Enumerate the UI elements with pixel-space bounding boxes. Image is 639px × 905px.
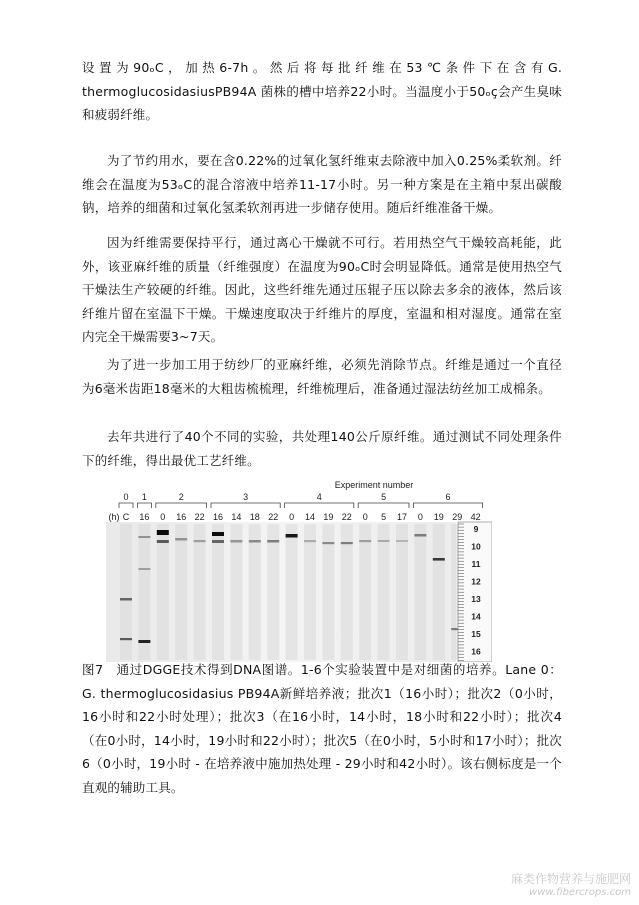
gel-lane bbox=[396, 524, 408, 660]
scale-mark: 16 bbox=[471, 646, 481, 657]
lane-label: 0 bbox=[417, 512, 423, 522]
experiment-group-label: 2 bbox=[178, 492, 184, 502]
gel-lane bbox=[249, 524, 261, 660]
paragraph-5: 去年共进行了40个不同的实验，共处理140公斤原纤维。通过测试不同处理条件下的纤维，得出最优工艺纤维。 bbox=[82, 429, 562, 468]
gel-lane bbox=[304, 524, 316, 660]
experiment-title: Experiment number bbox=[334, 480, 414, 490]
dna-band bbox=[230, 540, 242, 543]
dna-band bbox=[194, 540, 206, 542]
lane-label: 18 bbox=[249, 512, 260, 522]
paragraph-4: 为了进一步加工用于纺纱厂的亚麻纤维，必须先消除节点。纤维是通过一个直径为6毫米齿距18毫米的大粗齿梳梳理，纤维梳理后，准备通过湿法纺丝加工成棉条。 bbox=[82, 357, 562, 396]
lane-label: 19 bbox=[323, 512, 334, 522]
gel-lane bbox=[230, 524, 242, 660]
experiment-group-label: 1 bbox=[141, 492, 147, 502]
hours-row-label: (h) bbox=[108, 512, 120, 522]
experiment-group-label: 6 bbox=[445, 492, 451, 502]
gel-lane bbox=[194, 524, 206, 660]
scale-mark: 15 bbox=[471, 629, 481, 639]
dna-band bbox=[286, 534, 298, 538]
dna-band bbox=[120, 638, 132, 640]
lane-label: 0 bbox=[362, 512, 368, 522]
dna-band bbox=[414, 534, 426, 537]
gel-lane bbox=[341, 524, 353, 660]
experiment-group-label: 5 bbox=[381, 492, 387, 502]
dna-band bbox=[433, 558, 445, 561]
dna-band bbox=[157, 530, 169, 535]
gel-lane bbox=[212, 524, 224, 660]
gel-lane bbox=[267, 524, 279, 660]
lane-label: 0 bbox=[160, 512, 166, 522]
gel-lane bbox=[322, 524, 334, 660]
dna-band bbox=[175, 538, 187, 541]
dgge-figure bbox=[106, 478, 492, 662]
group-bracket bbox=[413, 503, 482, 508]
gel-lane bbox=[157, 524, 169, 660]
gel-lane bbox=[175, 524, 187, 660]
dna-band bbox=[138, 536, 150, 538]
group-bracket bbox=[119, 503, 133, 508]
watermark bbox=[511, 873, 631, 899]
lane-label: 42 bbox=[470, 512, 481, 522]
gel-lane bbox=[138, 524, 150, 660]
scale-mark: 10 bbox=[471, 541, 481, 552]
paragraph-2: 为了节约用水，要在含0.22%的过氧化氢纤维束去除液中加入0.25%柔软剂。纤维会在温度为53ₒC的混合溶液中培养11-17小时。另一种方案是在主箱中泵出碳酸钠，培养的细菌和过氧化氢柔软剂再进一步储存使用。随后纤维准备干燥。 bbox=[82, 153, 562, 215]
group-bracket bbox=[156, 503, 207, 508]
lane-label: 16 bbox=[176, 512, 187, 522]
watermark-url: www.fibercrops.com bbox=[529, 887, 631, 898]
gel-lane bbox=[433, 524, 445, 660]
scale-mark: 11 bbox=[471, 559, 481, 569]
lane-label: 16 bbox=[139, 512, 150, 522]
scale-mark: 9 bbox=[473, 524, 479, 534]
group-bracket bbox=[285, 503, 354, 508]
dna-band bbox=[212, 532, 224, 536]
group-bracket bbox=[137, 503, 151, 508]
lane-label: 14 bbox=[304, 512, 316, 522]
paragraph-3: 因为纤维需要保持平行，通过离心干燥就不可行。若用热空气干燥较高耗能，此外，该亚麻纤维的质量（纤维强度）在温度为90ₒC时会明显降低。通常是使用热空气干燥法生产较硬的纤维。因此，这些纤维先通过压辊子压以除去多余的液体，然后该纤维片留在室温下干燥。干燥速度取决于纤维片的厚度，室温和相对湿度。通常在室内完全干燥需要3~7天。 bbox=[82, 235, 562, 344]
lane-label: 17 bbox=[396, 512, 408, 522]
dna-band bbox=[249, 540, 261, 543]
dna-band bbox=[212, 540, 224, 543]
group-bracket bbox=[358, 503, 409, 508]
experiment-group-label: 0 bbox=[123, 492, 129, 502]
scale-mark: 14 bbox=[471, 611, 481, 622]
experiment-group-label: 3 bbox=[243, 492, 249, 502]
lane-label: 19 bbox=[433, 512, 444, 522]
dna-band bbox=[267, 540, 279, 543]
lane-label: 16 bbox=[212, 512, 224, 522]
lane-label: 22 bbox=[268, 512, 279, 522]
scale-mark: 12 bbox=[471, 576, 481, 587]
gel-lane bbox=[120, 524, 132, 660]
gel-lane bbox=[359, 524, 371, 660]
dna-band bbox=[304, 540, 316, 542]
dgge-gel-image bbox=[106, 478, 492, 662]
dna-band bbox=[359, 540, 371, 542]
lane-label: 5 bbox=[381, 512, 387, 522]
scale-mark: 13 bbox=[471, 594, 481, 604]
dna-band bbox=[138, 568, 150, 570]
lane-label: 14 bbox=[231, 512, 242, 522]
experiment-group-label: 4 bbox=[316, 492, 322, 502]
dna-band bbox=[378, 540, 390, 542]
gel-lane bbox=[286, 524, 298, 660]
lane-label: 29 bbox=[452, 512, 463, 522]
figure-caption: 图7 通过DGGE技术得到DNA图谱。1-6个实验装置中是对细菌的培养。Lane 0：G. thermoglucosidasius PB94A新鲜培养液；批次1（16小时）；批次2（0小时，16小时和22小时处理）；批次3（在16小时，14小时，18小时和22小时）；批次4（在0小时，14小时，19小时和22小时）；批次5（在0小时，5小时和17小时）；批次6（0小时，19小时 - 在培养液中施加热处理 - 29小时和42小时）。该右侧标度是一个直观的辅助工具。 bbox=[82, 662, 562, 795]
gel-lane bbox=[378, 524, 390, 660]
lane-label: 22 bbox=[341, 512, 352, 522]
dna-band bbox=[396, 540, 408, 542]
gel-lane bbox=[414, 524, 426, 660]
dna-band bbox=[341, 542, 353, 544]
lane-label: 0 bbox=[289, 512, 295, 522]
dna-band bbox=[322, 542, 334, 544]
watermark-text: 麻类作物营养与施肥网 bbox=[510, 872, 631, 886]
paragraph-1: 设置为90ₒC，加热6-7h。然后将每批纤维在53℃条件下在含有G. thermoglucosidasiusPB94A 菌株的槽中培养22小时。当温度小于50ₒç会产生臭味和疲弱纤维。 bbox=[82, 60, 562, 122]
dna-band bbox=[157, 540, 169, 543]
group-bracket bbox=[211, 503, 280, 508]
lane-label: 22 bbox=[194, 512, 205, 522]
dna-band bbox=[138, 640, 150, 643]
lane-label: C bbox=[122, 512, 130, 522]
dna-band bbox=[120, 598, 132, 601]
